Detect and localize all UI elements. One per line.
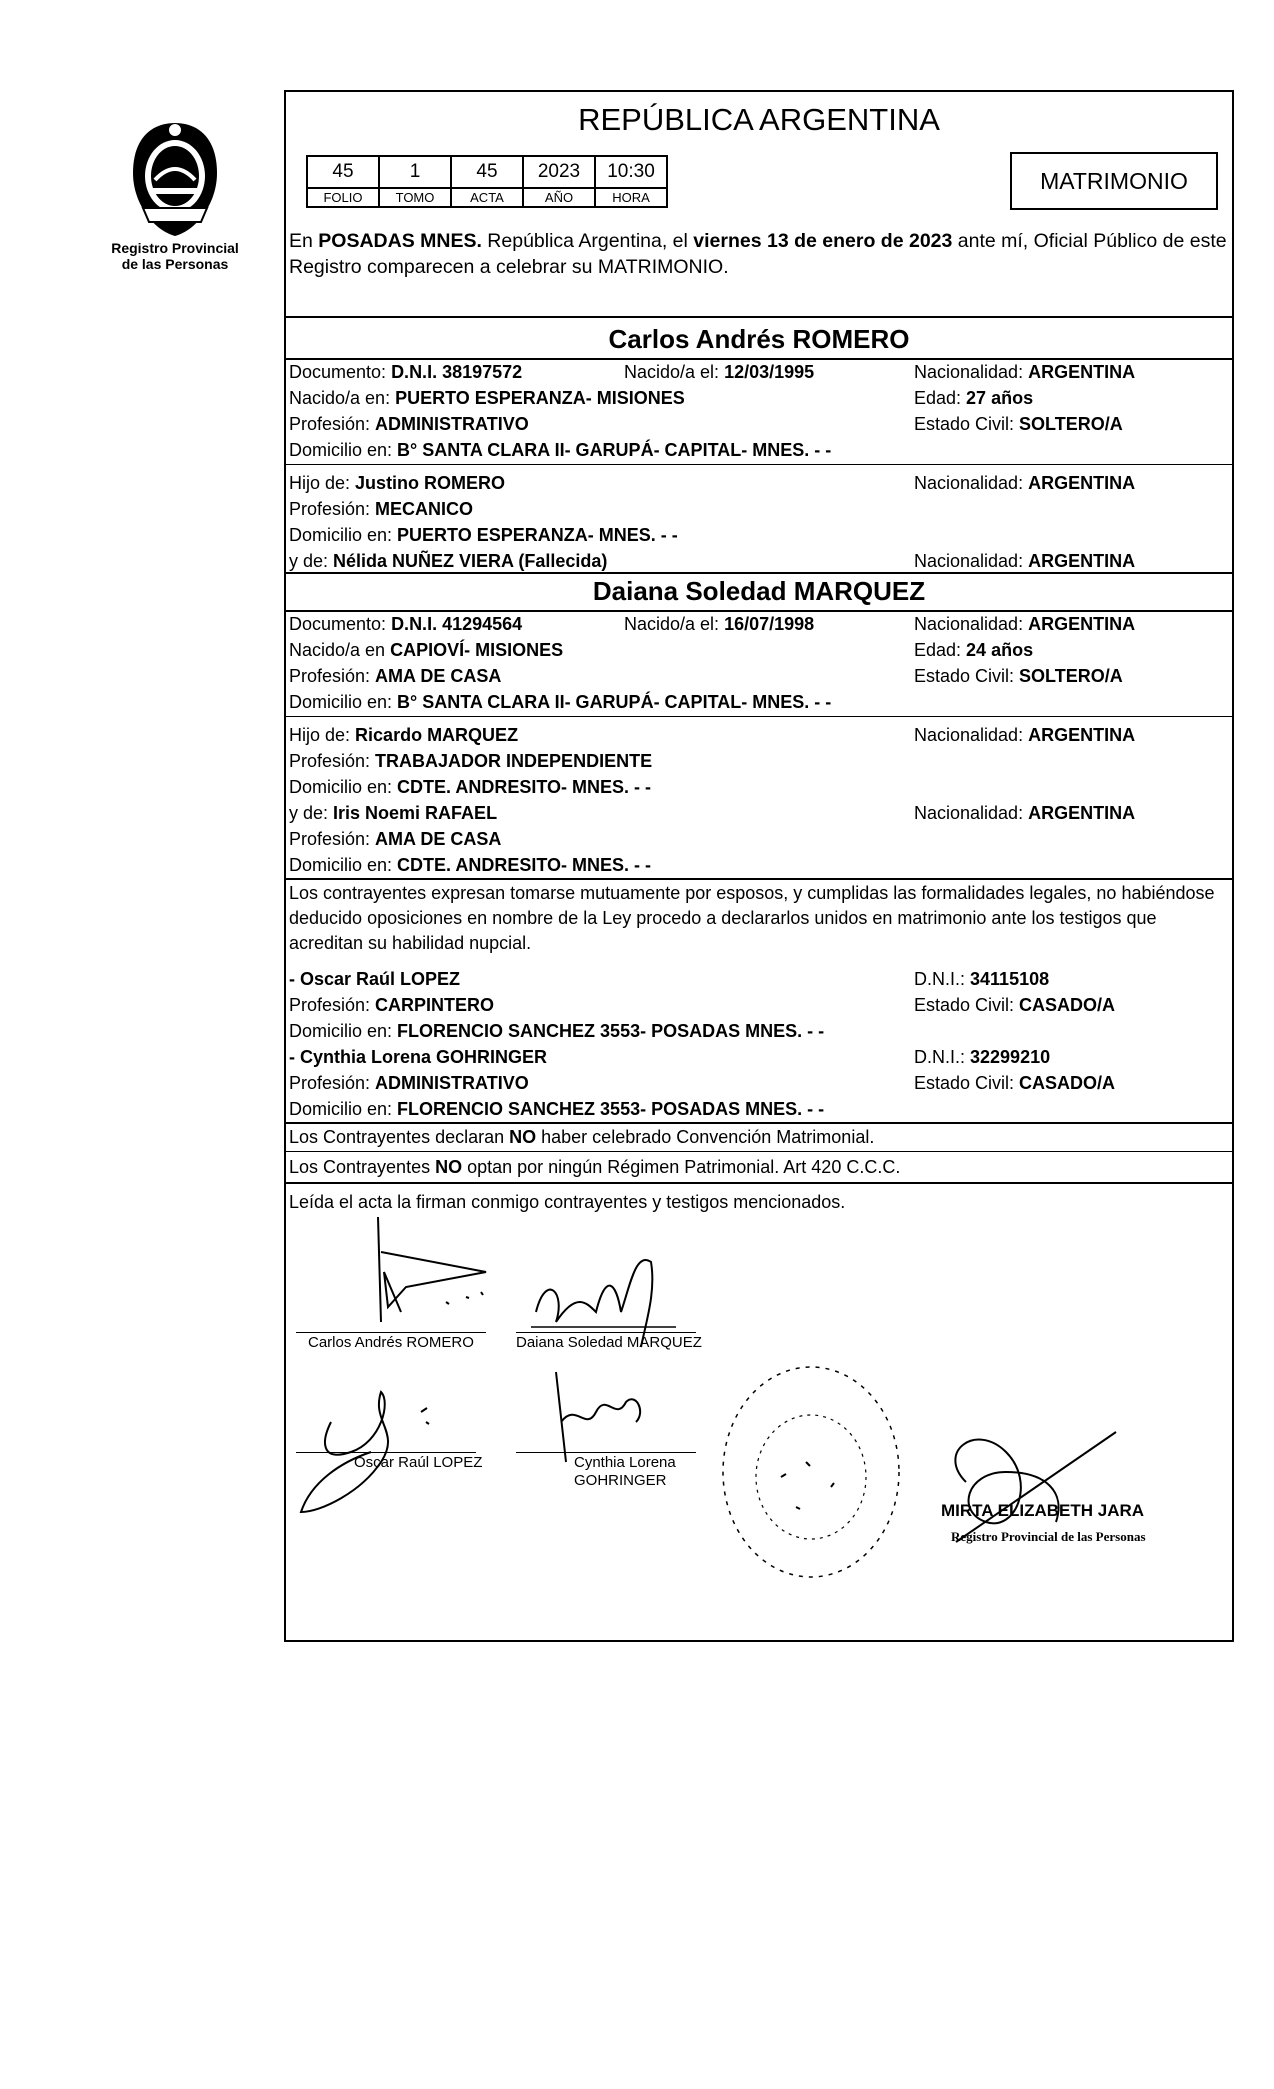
tomo-value: 1	[379, 156, 451, 188]
coat-of-arms-icon	[125, 118, 225, 238]
year-label: AÑO	[523, 188, 595, 207]
groom-father-address	[289, 525, 678, 545]
field-label: Profesión:	[289, 751, 376, 771]
field-value: Ricardo MARQUEZ	[355, 725, 519, 745]
field-label: Profesión:	[289, 499, 376, 519]
bride-nationality	[914, 614, 1135, 634]
groom-document	[289, 362, 522, 382]
witness2-civil-status	[914, 1073, 1115, 1093]
bride-age	[914, 640, 1033, 660]
witness2-signature-label-2: GOHRINGER	[574, 1472, 667, 1489]
divider	[286, 1182, 1232, 1184]
record-meta-table	[306, 155, 668, 208]
field-value: AMA DE CASA	[375, 829, 502, 849]
field-label: Domicilio en:	[289, 1099, 398, 1119]
regime-statement	[289, 1157, 900, 1177]
field-value: NO	[509, 1127, 537, 1147]
field-label: Estado Civil:	[914, 666, 1020, 686]
page-title: REPÚBLICA ARGENTINA	[578, 102, 940, 137]
field-value: CASADO/A	[1019, 995, 1116, 1015]
field-value: - Oscar Raúl LOPEZ	[289, 969, 461, 989]
field-value: CDTE. ANDRESITO- MNES. - -	[397, 855, 652, 875]
field-value: Iris Noemi RAFAEL	[333, 803, 498, 823]
official-signature	[916, 1392, 1136, 1572]
field-value: NO	[435, 1157, 463, 1177]
field-value: TRABAJADOR INDEPENDIENTE	[375, 751, 653, 771]
field-value: ADMINISTRATIVO	[375, 414, 529, 434]
witness1-address	[289, 1021, 824, 1041]
divider	[286, 878, 1232, 880]
field-value: Nélida NUÑEZ VIERA (Fallecida)	[333, 551, 608, 571]
field-label: Nacionalidad:	[914, 551, 1029, 571]
witness1-signature-line	[296, 1452, 476, 1453]
logo-text-line1: Registro Provincial	[111, 240, 239, 256]
field-value: ARGENTINA	[1028, 473, 1136, 493]
field-label: y de:	[289, 803, 334, 823]
groom-mother	[289, 551, 607, 571]
field-label: Hijo de:	[289, 473, 356, 493]
divider	[286, 358, 1232, 360]
field-label: Los Contrayentes	[289, 1157, 436, 1177]
groom-signature-label: Carlos Andrés ROMERO	[308, 1334, 474, 1351]
bride-signature-line	[516, 1332, 696, 1333]
witness2-address	[289, 1099, 824, 1119]
acta-value: 45	[451, 156, 523, 188]
field-label: Domicilio en:	[289, 777, 398, 797]
convention-statement	[289, 1127, 874, 1147]
field-value: B° SANTA CLARA II- GARUPÁ- CAPITAL- MNES. - -	[397, 692, 832, 712]
folio-label: FOLIO	[307, 188, 379, 207]
hour-label: HORA	[595, 188, 667, 207]
intro-text: República Argentina, el	[481, 230, 694, 252]
field-label: Profesión:	[289, 414, 376, 434]
witness2-dni	[914, 1047, 1050, 1067]
groom-civil-status	[914, 414, 1123, 434]
field-value: 12/03/1995	[724, 362, 815, 382]
field-label: Nacionalidad:	[914, 803, 1029, 823]
field-label: Domicilio en:	[289, 440, 398, 460]
groom-father-nationality	[914, 473, 1135, 493]
closing-statement: Leída el acta la firman conmigo contrayentes y testigos mencionados.	[289, 1192, 846, 1212]
witness1-signature-label: Oscar Raúl LOPEZ	[354, 1454, 483, 1471]
field-value: 32299210	[970, 1047, 1051, 1067]
groom-profession	[289, 414, 529, 434]
field-value: ARGENTINA	[1028, 362, 1136, 382]
field-value: - Cynthia Lorena GOHRINGER	[289, 1047, 548, 1067]
official-org: Registro Provincial de las Personas	[951, 1529, 1146, 1544]
field-label: Profesión:	[289, 666, 376, 686]
field-value: D.N.I. 41294564	[391, 614, 523, 634]
field-label: Nacido/a en:	[289, 388, 396, 408]
bride-name: Daiana Soledad MARQUEZ	[592, 576, 926, 606]
groom-age	[914, 388, 1033, 408]
bride-mother-address	[289, 855, 651, 875]
field-label: optan por ningún Régimen Patrimonial. Art 420 C.C.C.	[462, 1157, 901, 1177]
bride-father-profession	[289, 751, 652, 771]
field-label: Edad:	[914, 388, 967, 408]
field-label: D.N.I.:	[914, 969, 971, 989]
divider	[286, 572, 1232, 574]
field-value: PUERTO ESPERANZA- MISIONES	[395, 388, 685, 408]
declaration-paragraph: Los contrayentes expresan tomarse mutuamente por esposos, y cumplidas las formalidades legales, no habiéndose deducido oposiciones en nombre de la Ley procedo a declararlos unidos en matrimonio ante los testigos que acreditan su habilidad nupcial.	[289, 883, 1215, 953]
field-value: PUERTO ESPERANZA- MNES. - -	[397, 525, 678, 545]
field-label: Profesión:	[289, 1073, 376, 1093]
field-label: Nacionalidad:	[914, 614, 1029, 634]
field-value: ARGENTINA	[1028, 803, 1136, 823]
groom-signature-line	[296, 1332, 486, 1333]
folio-value: 45	[307, 156, 379, 188]
bride-profession	[289, 666, 501, 686]
bride-birthplace	[289, 640, 563, 660]
field-label: Estado Civil:	[914, 414, 1020, 434]
field-label: Documento:	[289, 614, 392, 634]
official-seal	[711, 1357, 911, 1587]
field-value: MECANICO	[375, 499, 474, 519]
witness1-profession	[289, 995, 494, 1015]
bride-father-address	[289, 777, 651, 797]
field-value: ADMINISTRATIVO	[375, 1073, 529, 1093]
divider	[286, 610, 1232, 612]
field-label: Documento:	[289, 362, 392, 382]
field-label: Edad:	[914, 640, 967, 660]
bride-father-nationality	[914, 725, 1135, 745]
field-value: ARGENTINA	[1028, 551, 1136, 571]
bride-mother-nationality	[914, 803, 1135, 823]
groom-father-profession	[289, 499, 473, 519]
groom-address	[289, 440, 831, 460]
divider	[286, 716, 1232, 717]
acta-label: ACTA	[451, 188, 523, 207]
groom-name: Carlos Andrés ROMERO	[608, 324, 910, 354]
witness2-signature-line	[516, 1452, 696, 1453]
bride-father	[289, 725, 518, 745]
divider	[286, 316, 1232, 318]
field-label: y de:	[289, 551, 334, 571]
bride-civil-status	[914, 666, 1123, 686]
witness2-signature-label-1: Cynthia Lorena	[574, 1454, 676, 1471]
field-value: FLORENCIO SANCHEZ 3553- POSADAS MNES. - -	[397, 1099, 825, 1119]
bride-signature-label: Daiana Soledad MARQUEZ	[516, 1334, 702, 1351]
witness1-dni	[914, 969, 1049, 989]
field-value: Justino ROMERO	[355, 473, 506, 493]
field-value: 27 años	[966, 388, 1034, 408]
official-name: MIRTA ELIZABETH JARA	[941, 1501, 1145, 1520]
field-value: ARGENTINA	[1028, 725, 1136, 745]
field-value: SOLTERO/A	[1019, 666, 1123, 686]
field-label: haber celebrado Convención Matrimonial.	[536, 1127, 875, 1147]
bride-mother-profession	[289, 829, 501, 849]
field-value: CDTE. ANDRESITO- MNES. - -	[397, 777, 652, 797]
field-value: ARGENTINA	[1028, 614, 1136, 634]
field-value: CASADO/A	[1019, 1073, 1116, 1093]
registry-logo	[100, 118, 250, 272]
groom-birthplace	[289, 388, 685, 408]
intro-date: viernes 13 de enero de 2023	[693, 230, 953, 252]
hour-value: 10:30	[595, 156, 667, 188]
year-value: 2023	[523, 156, 595, 188]
groom-mother-nationality	[914, 551, 1135, 571]
record-type-box: MATRIMONIO	[1010, 152, 1218, 210]
field-label: Domicilio en:	[289, 692, 398, 712]
field-label: Estado Civil:	[914, 995, 1020, 1015]
bride-mother	[289, 803, 497, 823]
groom-signature	[326, 1212, 516, 1332]
field-label: Nacido/a el:	[624, 362, 725, 382]
field-label: D.N.I.:	[914, 1047, 971, 1067]
field-label: Domicilio en:	[289, 855, 398, 875]
field-value: CARPINTERO	[375, 995, 495, 1015]
divider	[286, 1151, 1232, 1152]
field-value: D.N.I. 38197572	[391, 362, 523, 382]
field-label: Nacionalidad:	[914, 473, 1029, 493]
field-label: Hijo de:	[289, 725, 356, 745]
witness2-name	[289, 1047, 547, 1067]
logo-text-line2: de las Personas	[121, 256, 229, 272]
field-label: Nacido/a el:	[624, 614, 725, 634]
field-value: 34115108	[970, 969, 1050, 989]
intro-paragraph	[289, 228, 1229, 280]
field-label: Los Contrayentes declaran	[289, 1127, 510, 1147]
field-label: Profesión:	[289, 829, 376, 849]
divider	[286, 464, 1232, 465]
witness1-civil-status	[914, 995, 1115, 1015]
field-value: CAPIOVÍ- MISIONES	[390, 640, 564, 660]
field-value: B° SANTA CLARA II- GARUPÁ- CAPITAL- MNES. - -	[397, 440, 832, 460]
bride-address	[289, 692, 831, 712]
intro-text: En	[289, 230, 319, 252]
field-value: FLORENCIO SANCHEZ 3553- POSADAS MNES. - -	[397, 1021, 825, 1041]
field-label: Nacionalidad:	[914, 725, 1029, 745]
bride-document	[289, 614, 522, 634]
field-label: Nacido/a en	[289, 640, 391, 660]
tomo-label: TOMO	[379, 188, 451, 207]
witness1-signature	[291, 1362, 461, 1522]
field-value: 24 años	[966, 640, 1034, 660]
field-label: Nacionalidad:	[914, 362, 1029, 382]
field-label: Domicilio en:	[289, 525, 398, 545]
field-value: 16/07/1998	[724, 614, 815, 634]
groom-father	[289, 473, 505, 493]
intro-text: ante mí, Oficial Público de este Registro comparecen a celebrar su MATRIMONIO.	[289, 230, 1227, 278]
divider	[286, 1122, 1232, 1124]
field-label: Domicilio en:	[289, 1021, 398, 1041]
field-value: SOLTERO/A	[1019, 414, 1123, 434]
intro-city: POSADAS MNES.	[318, 230, 482, 252]
field-label: Estado Civil:	[914, 1073, 1020, 1093]
certificate-frame	[284, 90, 1234, 1642]
field-label: Profesión:	[289, 995, 376, 1015]
groom-birthdate	[624, 362, 814, 382]
groom-nationality	[914, 362, 1135, 382]
field-value: AMA DE CASA	[375, 666, 502, 686]
witness1-name	[289, 969, 460, 989]
bride-birthdate	[624, 614, 814, 634]
witness2-profession	[289, 1073, 529, 1093]
